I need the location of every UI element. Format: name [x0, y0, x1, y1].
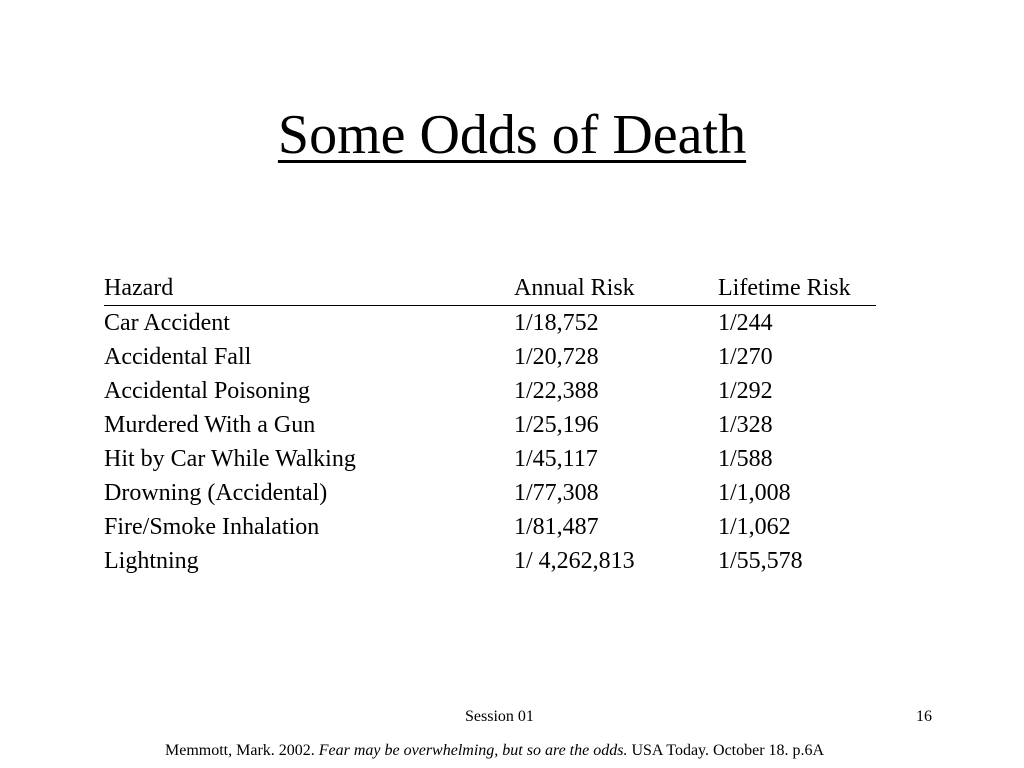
citation-source: USA Today. October 18. p.6A — [627, 742, 825, 759]
cell-hazard: Lightning — [104, 548, 199, 574]
cell-lifetime-risk: 1/588 — [718, 446, 773, 472]
cell-hazard: Hit by Car While Walking — [104, 446, 356, 472]
citation-author: Memmott, Mark. 2002. — [165, 742, 319, 759]
table-row — [104, 374, 876, 408]
cell-annual-risk: 1/20,728 — [514, 344, 599, 370]
cell-annual-risk: 1/18,752 — [514, 310, 599, 336]
cell-hazard: Drowning (Accidental) — [104, 480, 328, 506]
cell-annual-risk: 1/25,196 — [514, 412, 599, 438]
cell-lifetime-risk: 1/270 — [718, 344, 773, 370]
cell-hazard: Car Accident — [104, 310, 230, 336]
header-lifetime-risk: Lifetime Risk — [718, 271, 876, 306]
cell-lifetime-risk: 1/1,062 — [718, 514, 791, 540]
cell-annual-risk: 1/ 4,262,813 — [514, 548, 635, 574]
risk-table — [104, 271, 876, 578]
cell-annual-risk: 1/22,388 — [514, 378, 599, 404]
table-row — [104, 510, 876, 544]
cell-hazard: Fire/Smoke Inhalation — [104, 514, 320, 540]
slide-title-text: Some Odds of Death — [277, 104, 747, 166]
cell-hazard: Accidental Fall — [104, 344, 252, 370]
cell-lifetime-risk: 1/55,578 — [718, 548, 803, 574]
header-hazard: Hazard — [104, 271, 514, 306]
citation-article-title: Fear may be overwhelming, but so are the odds. — [318, 742, 628, 759]
slide-title — [0, 100, 1024, 170]
header-annual-risk: Annual Risk — [514, 271, 718, 306]
citation — [165, 741, 824, 761]
cell-lifetime-risk: 1/328 — [718, 412, 773, 438]
table-row — [104, 408, 876, 442]
table-row — [104, 544, 876, 578]
table-row — [104, 476, 876, 510]
table-row — [104, 442, 876, 476]
cell-annual-risk: 1/81,487 — [514, 514, 599, 540]
cell-hazard: Accidental Poisoning — [104, 378, 310, 404]
cell-annual-risk: 1/45,117 — [514, 446, 598, 472]
table-row — [104, 306, 876, 341]
slide-page-number: 16 — [916, 708, 932, 725]
cell-lifetime-risk: 1/292 — [718, 378, 773, 404]
cell-annual-risk: 1/77,308 — [514, 480, 599, 506]
cell-lifetime-risk: 1/244 — [718, 310, 773, 336]
footer-session-label: Session 01 — [465, 708, 534, 725]
cell-lifetime-risk: 1/1,008 — [718, 480, 791, 506]
cell-hazard: Murdered With a Gun — [104, 412, 316, 438]
table-header-row — [104, 271, 876, 306]
table-row — [104, 340, 876, 374]
